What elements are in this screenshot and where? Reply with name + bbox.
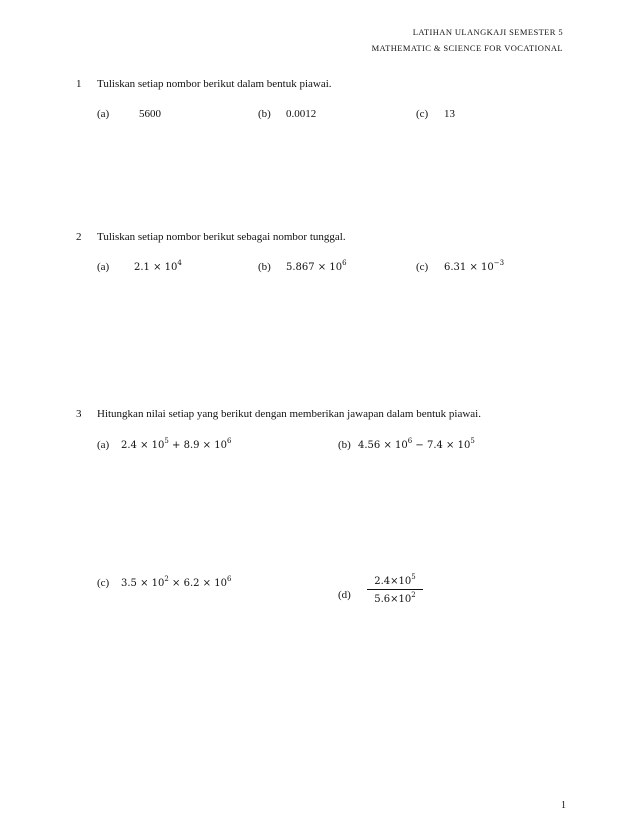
part-label: (c) bbox=[416, 108, 429, 120]
exponent: 6 bbox=[342, 259, 347, 267]
part-label: (b) bbox=[258, 108, 271, 120]
question-3-number: 3 bbox=[76, 408, 82, 420]
part-expression bbox=[121, 575, 232, 589]
part-expression bbox=[134, 259, 182, 273]
fraction-numerator bbox=[365, 573, 425, 589]
part-value: 13 bbox=[444, 108, 455, 120]
exponent-1: 6 bbox=[407, 437, 413, 445]
question-1-part-b bbox=[258, 108, 316, 120]
part-label: (a) bbox=[97, 261, 110, 273]
question-3-part-c bbox=[97, 577, 231, 589]
term-2: 7.4 × 10 bbox=[426, 440, 471, 451]
part-label: (a) bbox=[97, 439, 110, 451]
question-1-text: Tuliskan setiap nombor berikut dalam bentuk piawai. bbox=[97, 78, 332, 90]
mantissa: 5.867 × 10 bbox=[286, 262, 343, 273]
part-label: (b) bbox=[258, 261, 271, 273]
question-3-part-d-label: (d) bbox=[338, 589, 351, 601]
part-value: 5600 bbox=[139, 108, 161, 120]
numerator-base: 2.4×10 bbox=[374, 576, 412, 587]
operator: + bbox=[168, 440, 184, 451]
question-2-text: Tuliskan setiap nombor berikut sebagai nombor tunggal. bbox=[97, 231, 346, 243]
term-1: 2.4 × 10 bbox=[121, 440, 165, 451]
operator: − bbox=[412, 440, 427, 451]
exponent-1: 2 bbox=[164, 575, 169, 583]
term-2: 6.2 × 10 bbox=[183, 578, 227, 589]
part-expression bbox=[358, 437, 475, 451]
part-expression bbox=[121, 437, 232, 451]
question-3-part-d-fraction bbox=[365, 573, 425, 605]
question-3-part-b bbox=[338, 439, 475, 451]
operator: × bbox=[168, 578, 184, 589]
header-line-2: MATHEMATIC & SCIENCE FOR VOCATIONAL bbox=[371, 43, 563, 53]
part-value: 0.0012 bbox=[286, 108, 317, 120]
question-2-part-c bbox=[416, 261, 504, 273]
question-1-part-a bbox=[97, 108, 161, 120]
page-header bbox=[372, 24, 563, 56]
mantissa: 6.31 × 10 bbox=[444, 262, 494, 273]
mantissa: 2.1 × 10 bbox=[134, 262, 178, 273]
question-2-part-b bbox=[258, 261, 347, 273]
fraction-denominator bbox=[365, 590, 425, 605]
exponent: −3 bbox=[493, 259, 505, 267]
denominator-base: 5.6×10 bbox=[374, 594, 412, 605]
question-1-part-c bbox=[416, 108, 455, 120]
part-label: (c) bbox=[416, 261, 429, 273]
term-1: 3.5 × 10 bbox=[121, 578, 165, 589]
header-line-1: LATIHAN ULANGKAJI SEMESTER 5 bbox=[412, 27, 563, 37]
part-label: (c) bbox=[97, 577, 110, 589]
part-label: (a) bbox=[97, 108, 110, 120]
part-expression bbox=[444, 259, 505, 273]
page-number: 1 bbox=[561, 800, 566, 811]
part-expression bbox=[286, 259, 347, 273]
exponent-2: 6 bbox=[226, 437, 232, 445]
exponent-2: 5 bbox=[470, 437, 475, 445]
question-3-text: Hitungkan nilai setiap yang berikut dengan memberikan jawapan dalam bentuk piawai. bbox=[97, 408, 481, 420]
question-2-part-a bbox=[97, 261, 182, 273]
term-2: 8.9 × 10 bbox=[183, 440, 227, 451]
question-1-number: 1 bbox=[76, 78, 82, 90]
term-1: 4.56 × 10 bbox=[358, 440, 408, 451]
exponent: 4 bbox=[177, 259, 182, 267]
question-2-number: 2 bbox=[76, 231, 82, 243]
denominator-exponent: 2 bbox=[411, 591, 416, 599]
part-label: (b) bbox=[338, 439, 351, 451]
numerator-exponent: 5 bbox=[411, 573, 416, 581]
exponent-1: 5 bbox=[164, 437, 169, 445]
question-3-part-a bbox=[97, 439, 231, 451]
exponent-2: 6 bbox=[226, 575, 232, 583]
